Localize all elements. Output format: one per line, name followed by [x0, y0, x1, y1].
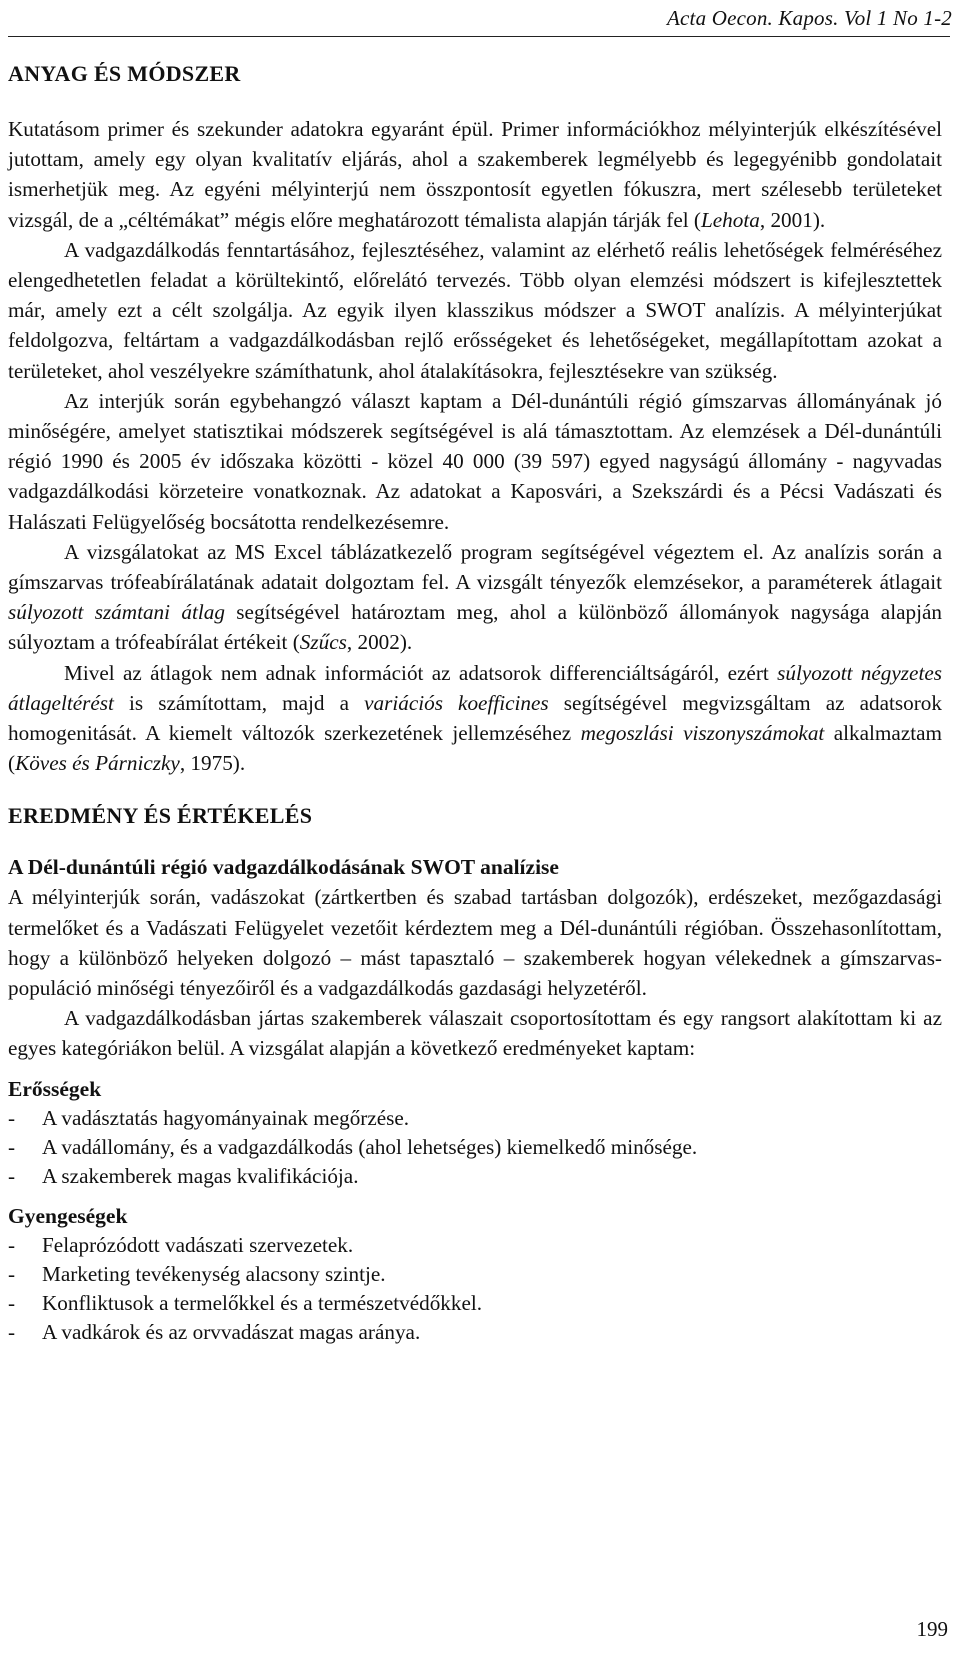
text-run: segítségével határoztam meg, ahol a különböző állományok nagysága alapján súlyoztam a trófeabírálat értékeit ( [8, 600, 942, 655]
subsection-heading-swot: A Dél-dunántúli régió vadgazdálkodásának SWOT analízise [8, 855, 559, 880]
dash-bullet: - [8, 1290, 16, 1315]
text-run: , 2001). [759, 207, 826, 232]
list-item-text: A vadállomány, és a vadgazdálkodás (ahol lehetséges) kiemelkedő minősége. [42, 1134, 698, 1159]
italic-text: súlyozott számtani átlag [8, 600, 225, 625]
list-title: Gyengeségek [8, 1203, 128, 1228]
text-run: , 1975). [179, 751, 246, 776]
dash-bullet: - [8, 1134, 16, 1159]
paragraph [8, 235, 942, 386]
paragraph [8, 882, 942, 1003]
header-rule [8, 36, 950, 37]
paragraph [8, 1003, 942, 1063]
italic-text: variációs koefficines [364, 690, 549, 715]
dash-bullet: - [8, 1261, 16, 1286]
section-heading-methods: ANYAG ÉS MÓDSZER [8, 61, 241, 86]
text-run: is számítottam, majd a [113, 690, 365, 715]
dash-bullet: - [8, 1319, 16, 1344]
italic-text: Lehota [700, 207, 760, 232]
running-head: Acta Oecon. Kapos. Vol 1 No 1-2 [666, 6, 952, 30]
bullet-list [8, 1231, 942, 1347]
paragraph [8, 658, 942, 779]
text-run: , 2002). [346, 630, 413, 655]
paragraph [8, 114, 942, 235]
text-run: A vadgazdálkodásban jártas szakemberek válaszait csoportosítottam és egy rangsort alakítottam ki az egyes kategóriákon belül. A vizsgálat alapján a következő eredményeket kaptam: [8, 1006, 942, 1061]
list-item [8, 1104, 942, 1133]
list-item-text: A vadkárok és az orvvadászat magas aránya. [42, 1319, 421, 1344]
text-run: A vizsgálatokat az MS Excel táblázatkezelő program segítségével végeztem el. Az analízis során a gímszarvas trófeabírálatának adatait dolgoztam fel. A vizsgált tényezők elemzésekor, a paraméterek átlagait [8, 539, 942, 595]
text-run: Az interjúk során egybehangzó választ kaptam a Dél-dunántúli régió gímszarvas állományának jó minőségére, amelyet statisztikai módszerek segítségével is alá támasztottam. Az elemzések a Dél-dunántúli régió 1990 és 2005 év időszaka közötti - közel 40 000 (39 597) egyed nagyságú állomány - nagyvadas vadgazdálkodási körzeteire vonatkoznak. Az adatokat a Kaposvári, a Szekszárdi és a Pécsi Vadászati és Halászati Felügyelőség bocsátotta rendelkezésemre. [8, 388, 942, 534]
swot-lists [8, 1074, 942, 1347]
list-item-text: A vadásztatás hagyományainak megőrzése. [42, 1105, 410, 1130]
list-item-text: Konfliktusok a termelőkkel és a természetvédőkkel. [42, 1290, 483, 1315]
list-item [8, 1133, 942, 1162]
text-run: segítségével megvizsgáltam az adatsorok homogenitását. A kiemelt változók szerkezetének jellemzéséhez [8, 690, 942, 746]
text-run: Kutatásom primer és szekunder adatokra egyaránt épül. Primer információkhoz mélyinterjúk elkészítésével jutottam, amely egy olyan kvalitatív eljárás, ahol a szakemberek legmélyebb és legegyénibb gondolatait ismerhetjük meg. Az egyéni mélyinterjú nem összpontosít egyetlen fókuszra, mert szélesebb területeket vizsgál, de a „céltémákat” mégis előre meghatározott témalista alapján tárják fel ( [8, 117, 942, 232]
paragraph [8, 386, 942, 537]
section-heading-results: EREDMÉNY ÉS ÉRTÉKELÉS [8, 803, 313, 829]
page-number: 199 [916, 1617, 948, 1641]
list-item-text: Felaprózódott vadászati szervezetek. [42, 1232, 354, 1257]
text-run: alkalmaztam ( [8, 721, 942, 776]
results-section [8, 882, 942, 1063]
italic-text: Köves és Párniczky [15, 751, 180, 776]
list-item-text: Marketing tevékenység alacsony szintje. [42, 1261, 386, 1286]
list-item [8, 1231, 942, 1260]
list-item-text: A szakemberek magas kvalifikációja. [42, 1163, 359, 1188]
paragraph [8, 537, 942, 658]
dash-bullet: - [8, 1105, 16, 1130]
methods-section [8, 114, 942, 778]
italic-text: súlyozott négyzetes átlageltérést [8, 660, 942, 715]
italic-text: Szűcs [299, 630, 347, 655]
dash-bullet: - [8, 1232, 16, 1257]
text-run: Mivel az átlagok nem adnak információt az adatsorok differenciáltságáról, ezért [64, 660, 778, 685]
bullet-list [8, 1104, 942, 1191]
text-run: A vadgazdálkodás fenntartásához, fejlesztéséhez, valamint az elérhető reális lehetőségek felméréséhez elengedhetetlen feladat a körültekintő, előrelátó tervezés. Több olyan elemzési módszert is kifejlesztettek már, amely ezt a célt szolgálja. Az egyik ilyen klasszikus módszer a SWOT analízis. A mélyinterjúkat feldolgozva, feltártam a vadgazdálkodásban rejlő erősségeket és lehetőségeket, megállapítottam azokat a területeket, ahol veszélyekre számíthatunk, ahol átalakításokra, fejlesztésekre van szükség. [8, 237, 942, 383]
dash-bullet: - [8, 1163, 16, 1188]
list-item [8, 1318, 942, 1347]
italic-text: megoszlási viszonyszámokat [580, 721, 825, 746]
text-run: A mélyinterjúk során, vadászokat (zártkertben és szabad tartásban dolgozók), erdészeket, mezőgazdasági termelőket és a Vadászati Felügyelet vezetőit kérdeztem meg a Dél-dunántúli régióban. Összehasonlítottam, hogy a különböző helyeken dolgozó – mást tapasztaló – szakemberek hogyan vélekednek a gímszarvas-populáció minőségi tényezőiről és a vadgazdálkodás gazdasági helyzetéről. [8, 885, 942, 1001]
list-item [8, 1289, 942, 1318]
list-title: Erősségek [8, 1076, 102, 1101]
list-item [8, 1260, 942, 1289]
list-item [8, 1162, 942, 1191]
page-body [8, 48, 942, 1347]
